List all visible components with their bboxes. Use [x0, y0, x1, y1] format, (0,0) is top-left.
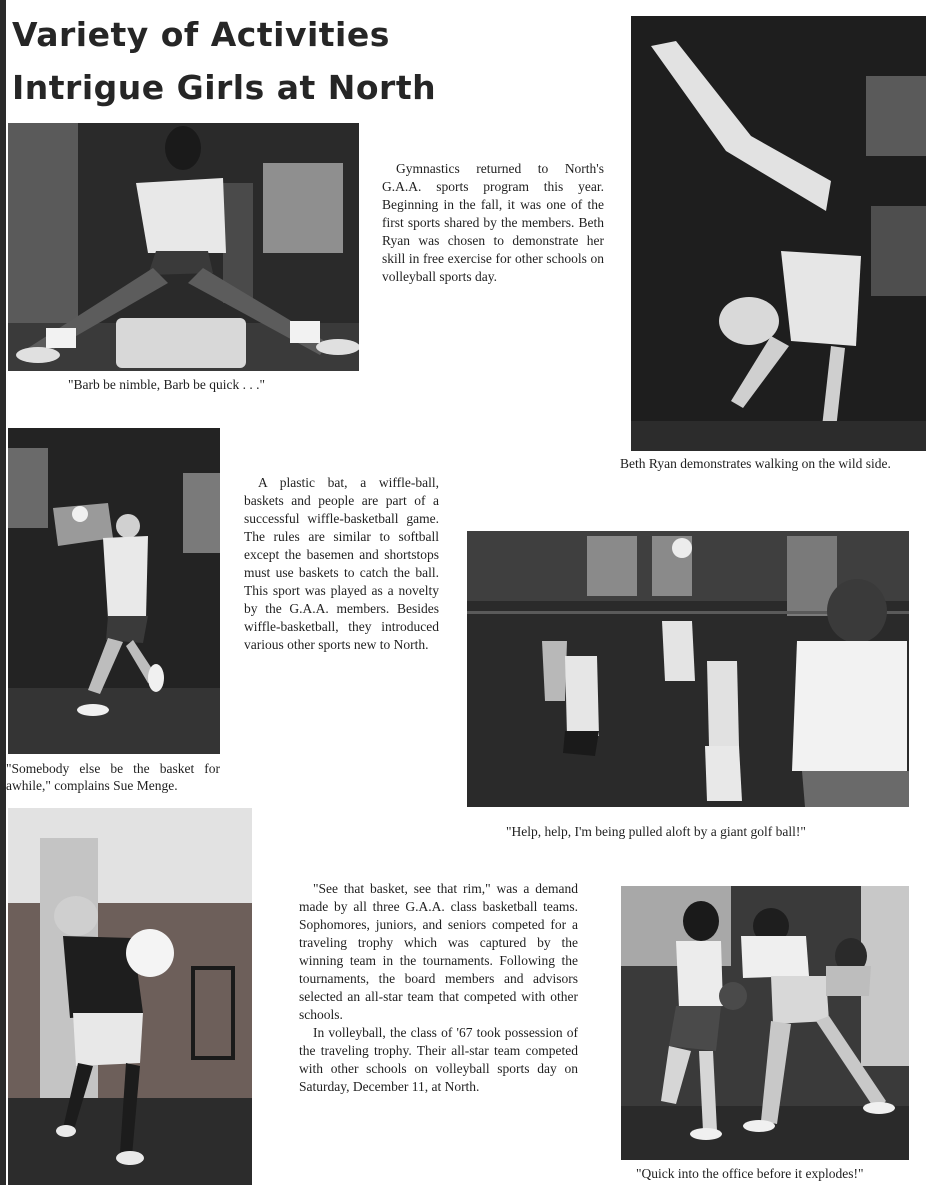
- photo-volleyball-caption: "Help, help, I'm being pulled aloft by a giant golf ball!": [506, 824, 806, 839]
- photo-handstand-walk: [631, 16, 926, 451]
- title-line-2: Intrigue Girls at North: [12, 68, 437, 107]
- photo-handstand-caption: Beth Ryan demonstrates walking on the wild side.: [620, 456, 891, 471]
- wiffle-article: [244, 474, 439, 654]
- gymnastics-article: [382, 160, 604, 286]
- photo-volleyball-player: [8, 808, 252, 1185]
- page-title: [12, 8, 436, 114]
- photo-volleyball-gym: [467, 531, 909, 807]
- title-line-1: Variety of Activities: [12, 15, 390, 54]
- wiffle-paragraph: A plastic bat, a wiffle-ball, baskets and people are part of a successful wiffle-basketball game. The rules are similar to softball except the basemen and shortstops must use baskets to catch the ball. This sport was played as a novelty by the G.A.A. members. Besides wiffle-basketball, they introduced various other sports new to North.: [244, 475, 439, 652]
- photo-wiffle-basket: [8, 428, 220, 754]
- basketball-article: [299, 880, 578, 1096]
- photo-vaulting: [8, 123, 359, 371]
- photo-basketball-caption: "Quick into the office before it explodes!": [636, 1166, 864, 1181]
- basketball-paragraph-1: "See that basket, see that rim," was a demand made by all three G.A.A. class basketball teams. Sophomores, juniors, and seniors competed for a traveling trophy which was captured by the winning team in the tournaments. Following the tournaments, the board members and advisors selected an all-star team that competed with other schools.: [299, 881, 578, 1022]
- photo-vaulting-caption: "Barb be nimble, Barb be quick . . .": [68, 377, 265, 392]
- photo-wiffle-caption: "Somebody else be the basket for awhile," complains Sue Menge.: [6, 761, 220, 793]
- page-binding-edge: [0, 0, 6, 1185]
- gymnastics-paragraph: Gymnastics returned to North's G.A.A. sports program this year. Beginning in the fall, it was one of the first sports shared by the members. Beth Ryan was chosen to demonstrate her skill in free exercise for other schools on volleyball sports day.: [382, 161, 604, 284]
- photo-basketball-scramble: [621, 886, 909, 1160]
- basketball-paragraph-2: In volleyball, the class of '67 took possession of the traveling trophy. Their all-star team competed with other schools on volleyball sports day on Saturday, December 11, at North.: [299, 1025, 578, 1094]
